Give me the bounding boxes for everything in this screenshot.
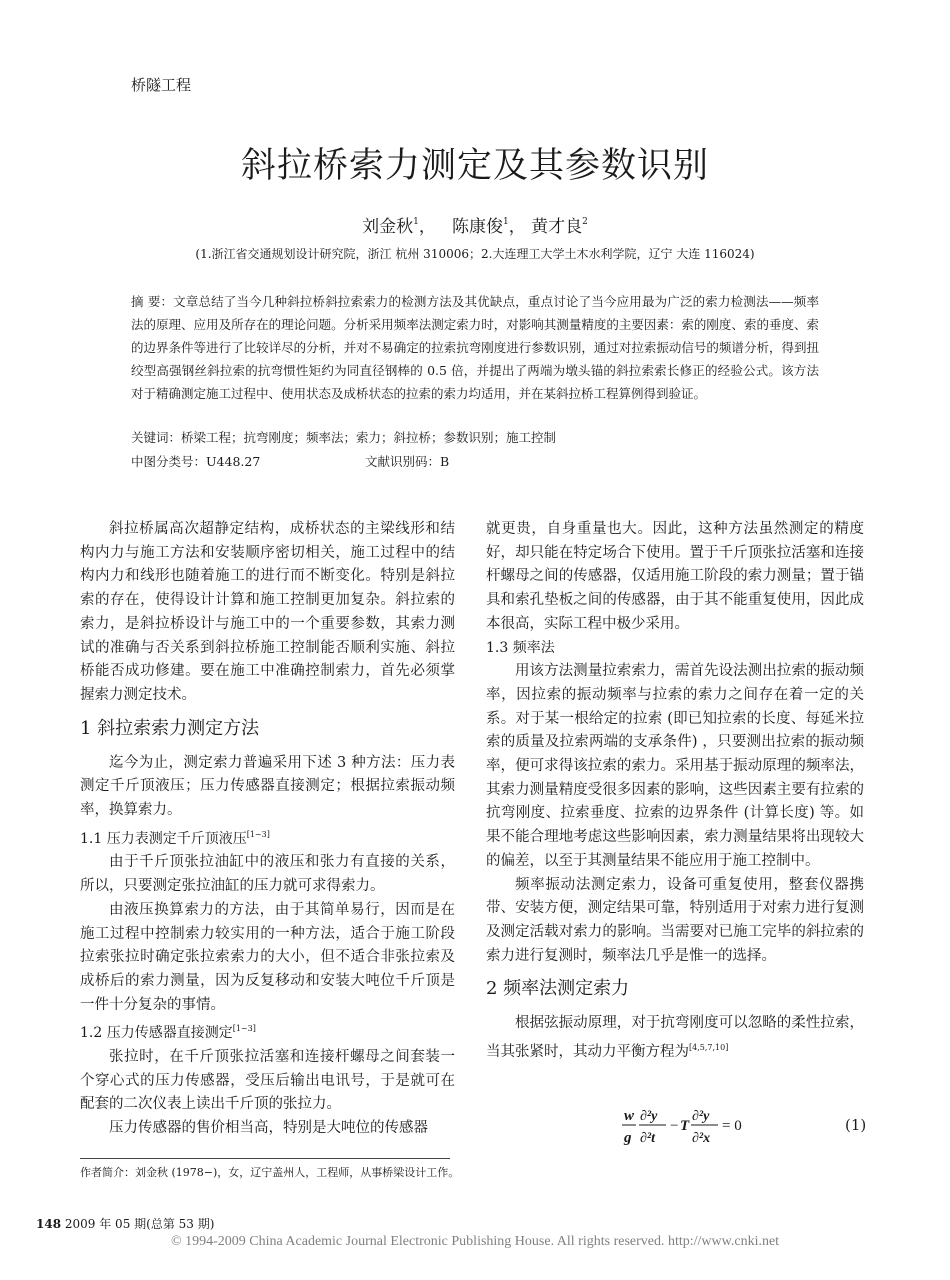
- section-heading: 2 频率法测定索力: [486, 978, 630, 1000]
- eq-g: g: [624, 1130, 632, 1146]
- classification-number: 中图分类号：U448.27: [131, 454, 261, 469]
- eq-w: w: [624, 1108, 635, 1124]
- page-number: 148: [36, 1217, 62, 1231]
- body-paragraph: 由液压换算索力的方法，由于其简单易行，因而是在施工过程中控制索力较实用的一种方法，适合于施工阶段拉索张拉时确定张拉索索力的大小，但不适合非张拉索及成桥后的索力测量，因为反复移动和安装大吨位千斤顶是一件十分复杂的事情。: [80, 901, 455, 1013]
- author-bio-footnote: 作者简介：刘金秋 (1978−)，女，辽宁盖州人，工程师，从事桥梁设计工作。: [80, 1166, 460, 1179]
- paper-title: 斜拉桥索力测定及其参数识别: [240, 146, 709, 186]
- issue-info: 2009 年 05 期(总第 53 期): [64, 1217, 215, 1231]
- footnote-rule: [80, 1158, 450, 1159]
- affiliation: (1.浙江省交通规划设计研究院，浙江 杭州 310006；2.大连理工大学土木水利学院，辽宁 大连 116024): [195, 247, 755, 261]
- eq-T: T: [680, 1118, 690, 1134]
- subsection-title: 1.2 压力传感器直接测定: [80, 1025, 233, 1042]
- author-affil-mark: 1: [503, 217, 509, 227]
- wave-equation: [620, 1102, 760, 1150]
- subsection-heading: [80, 1017, 455, 1046]
- author-name: 刘金秋: [362, 217, 414, 237]
- abstract: [131, 290, 819, 405]
- body-left-column: [80, 518, 455, 1141]
- body-paragraph: 用该方法测量拉索索力，需首先设法测出拉索的振动频率，因拉索的振动频率与拉索的索力之间存在着一定的关系。对于某一根给定的拉索 (即已知拉索的长度、每延米拉索的质量及拉索两端的支承条件) ，只要测出拉索的振动频率，便可求得该拉索的索力。采用基于振动原理的频率法，其索力测量精度受很多因素的影响，这些因素主要有拉索的抗弯刚度、拉索垂度、拉索的边界条件 (计算长度) 等。如果不能合理地考虑这些影响因素，索力测量结果将出现较大的偏差，以至于其测量结果不能应用于施工控制中。: [486, 663, 864, 869]
- author-name: 陈康俊: [452, 217, 504, 237]
- eq-d2y: ∂²y: [640, 1109, 658, 1124]
- body-right-column: [486, 518, 864, 1065]
- body-paragraph: 就更贵，自身重量也大。因此，这种方法虽然测定的精度好，却只能在特定场合下使用。置于千斤顶张拉活塞和连接杆螺母之间的传感器，仅适用施工阶段的索力测量；置于锚具和索孔垫板之间的传感器，由于其不能重复使用，因此成本很高，实际工程中极少采用。: [486, 521, 864, 632]
- subsection-heading: 1.3 频率法: [486, 639, 555, 656]
- body-paragraph: [486, 1012, 864, 1064]
- keywords: 关键词：桥梁工程；抗弯刚度；频率法；索力；斜拉桥；参数识别；施工控制: [131, 430, 557, 445]
- subsection-heading: [80, 823, 455, 852]
- author-affil-mark: 1: [413, 217, 419, 227]
- section-heading: 1 斜拉索索力测定方法: [80, 717, 260, 739]
- page-footer: [36, 1215, 214, 1232]
- subsection-title: 1.1 压力表测定千斤顶液压: [80, 830, 247, 847]
- author-line: 刘金秋$^1$， 陈康俊$^1$， 黄才良$^2$: [362, 217, 588, 237]
- abstract-label: 摘 要：: [131, 294, 174, 309]
- author-name: 黄才良: [531, 217, 583, 237]
- abstract-text: 文章总结了当今几种斜拉桥斜拉索索力的检测方法及其优缺点，重点讨论了当今应用最为广泛的索力检测法——频率法的原理、应用及所存在的理论问题。分析采用频率法测定索力时，对影响其测量精度的主要因素：索的刚度、索的垂度、索的边界条件等进行了比较详尽的分析，并对不易确定的拉索抗弯刚度进行参数识别，通过对拉索振动信号的频谱分析，得到扭绞型高强钢丝斜拉索的抗弯惯性矩约为同直径钢棒的 0.5 倍，并提出了两端为墩头锚的斜拉索索长修正的经验公式。该方法对于精确测定施工过程中、使用状态及成桥状态的拉索的索力均适用，并在某斜拉桥工程算例得到验证。: [131, 294, 819, 401]
- document-code: 文献识别码：B: [365, 454, 450, 469]
- citation: [1~3]: [232, 1024, 256, 1034]
- body-paragraph: 频率振动法测定索力，设备可重复使用，整套仪器携带、安装方便，测定结果可靠，特别适用于对索力进行复测及测定活载对索力的影响。当需要对已施工完毕的斜拉索的索力进行复测时，频率法几乎是惟一的选择。: [486, 876, 864, 964]
- citation: [1~3]: [246, 829, 270, 839]
- copyright-notice: © 1994-2009 China Academic Journal Electronic Publishing House. All rights reserved. http://www.cnki.net: [170, 1234, 780, 1249]
- body-paragraph: 由于千斤顶张拉油缸中的液压和张力有直接的关系，所以，只要测定张拉油缸的压力就可求得索力。: [80, 854, 455, 895]
- body-paragraph: 斜拉桥属高次超静定结构，成桥状态的主梁线形和结构内力与施工方法和安装顺序密切相关，施工过程中的结构内力和线形也随着施工的进行而不断变化。特别是斜拉索的存在，使得设计计算和施工控制更加复杂。斜拉索的索力，是斜拉桥设计与施工中的一个重要参数，其索力测试的准确与否关系到斜拉桥施工控制能否顺利实施、斜拉桥能否成功修建。要在施工中准确控制索力，首先必须掌握索力测定技术。: [80, 521, 455, 703]
- body-paragraph: 张拉时，在千斤顶张拉活塞和连接杆螺母之间套装一个穿心式的压力传感器，受压后输出电讯号，于是就可在配套的二次仪表上读出千斤顶的张拉力。: [80, 1049, 455, 1113]
- eq-dt2: ∂²t: [640, 1131, 656, 1146]
- journal-section-label: 桥隧工程: [131, 76, 192, 94]
- eq-equals-zero: = 0: [722, 1118, 742, 1134]
- eq-dx2: ∂²x: [692, 1131, 711, 1146]
- equation-number: (1): [845, 1116, 867, 1134]
- citation: [4,5,7,10]: [689, 1043, 729, 1053]
- paragraph-text: 根据弦振动原理，对于抗弯刚度可以忽略的柔性拉索，当其张紧时，其动力平衡方程为: [486, 1015, 864, 1061]
- eq-d2y: ∂²y: [692, 1109, 710, 1124]
- author-affil-mark: 2: [582, 217, 588, 227]
- eq-minus: −: [670, 1118, 679, 1134]
- body-paragraph: 压力传感器的售价相当高，特别是大吨位的传感器: [109, 1120, 428, 1137]
- body-paragraph: 迄今为止，测定索力普遍采用下述 3 种方法：压力表测定千斤顶液压；压力传感器直接测定；根据拉索振动频率，换算索力。: [80, 754, 455, 819]
